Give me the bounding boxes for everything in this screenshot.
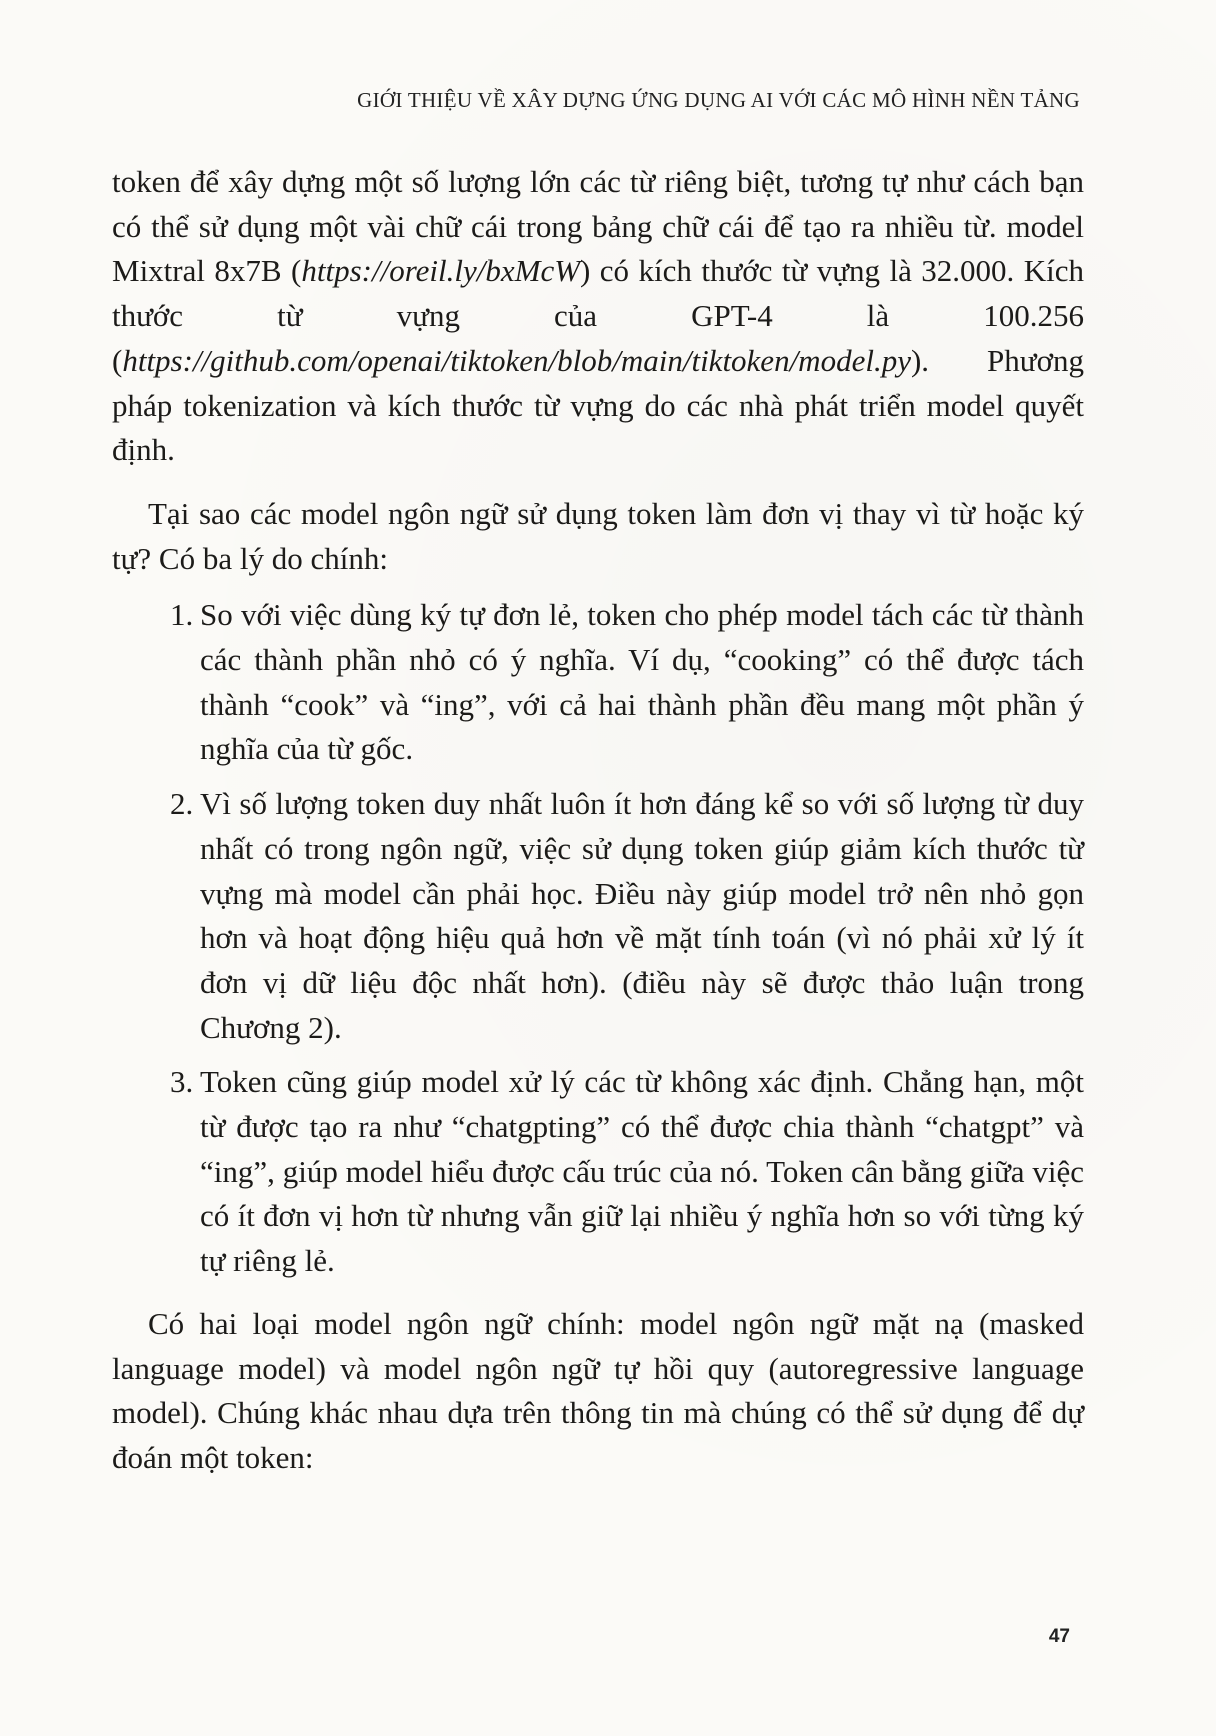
list-item-number: 1. — [170, 597, 194, 633]
list-item — [112, 593, 1084, 772]
reasons-list — [112, 593, 1084, 1284]
paragraph-model-types: Có hai loại model ngôn ngữ chính: model ngôn ngữ mặt nạ (masked language model) và model ngôn ngữ tự hồi quy (autoregressive language model). Chúng khác nhau dựa trên thông tin mà chúng có thể sử dụng để dự đoán một token: — [112, 1305, 1084, 1475]
tiktoken-link[interactable]: https://github.com/openai/tiktoken/blob/main/tiktoken/model.py — [122, 342, 911, 378]
mixtral-link[interactable]: https://oreil.ly/bxMcW — [301, 253, 581, 289]
list-item — [112, 1060, 1084, 1284]
list-item-number: 3. — [170, 1064, 194, 1100]
para1-text-3: ). Phương pháp tokenization và kích thước từ vựng do các nhà phát triển model quyết định. — [112, 342, 1084, 468]
paragraph-token-vocabulary — [112, 160, 1084, 473]
list-item-number: 2. — [170, 786, 194, 822]
para1-text-1: token để xây dựng một số lượng lớn các từ riêng biệt, tương tự như cách bạn có thể sử dụng một vài chữ cái trong bảng chữ cái để tạo ra nhiều từ. model Mixtral 8x7B ( — [112, 164, 1084, 289]
body-text — [112, 160, 1084, 1481]
running-header: GIỚI THIỆU VỀ XÂY DỰNG ỨNG DỤNG AI VỚI CÁC MÔ HÌNH NỀN TẢNG — [357, 88, 1080, 112]
list-item-text: So với việc dùng ký tự đơn lẻ, token cho phép model tách các từ thành các thành phần nhỏ có ý nghĩa. Ví dụ, “cooking” có thể được tách thành “cook” và “ing”, với cả hai thành phần đều mang một phần ý nghĩa của từ gốc. — [200, 597, 1084, 767]
paragraph-why-tokens: Tại sao các model ngôn ngữ sử dụng token làm đơn vị thay vì từ hoặc ký tự? Có ba lý do chính: — [112, 495, 1084, 576]
para1-text-2: ) có kích thước từ vựng là 32.000. Kích thước từ vựng của GPT-4 là 100.256 ( — [112, 253, 1084, 378]
page-number: 47 — [1048, 1626, 1070, 1647]
list-item — [112, 782, 1084, 1050]
list-item-text: Token cũng giúp model xử lý các từ không xác định. Chẳng hạn, một từ được tạo ra như “chatgpting” có thể được chia thành “chatgpt” và “ing”, giúp model hiểu được cấu trúc của nó. Token cân bằng giữa việc có ít đơn vị hơn từ nhưng vẫn giữ lại nhiều ý nghĩa hơn so với từng ký tự riêng lẻ. — [200, 1064, 1084, 1279]
list-item-text: Vì số lượng token duy nhất luôn ít hơn đáng kể so với số lượng từ duy nhất có trong ngôn ngữ, việc sử dụng token giúp giảm kích thước từ vựng mà model cần phải học. Điều này giúp model trở nên nhỏ gọn hơn và hoạt động hiệu quả hơn về mặt tính toán (vì nó phải xử lý ít đơn vị dữ liệu độc nhất hơn). (điều này sẽ được thảo luận trong Chương 2). — [200, 786, 1084, 1045]
